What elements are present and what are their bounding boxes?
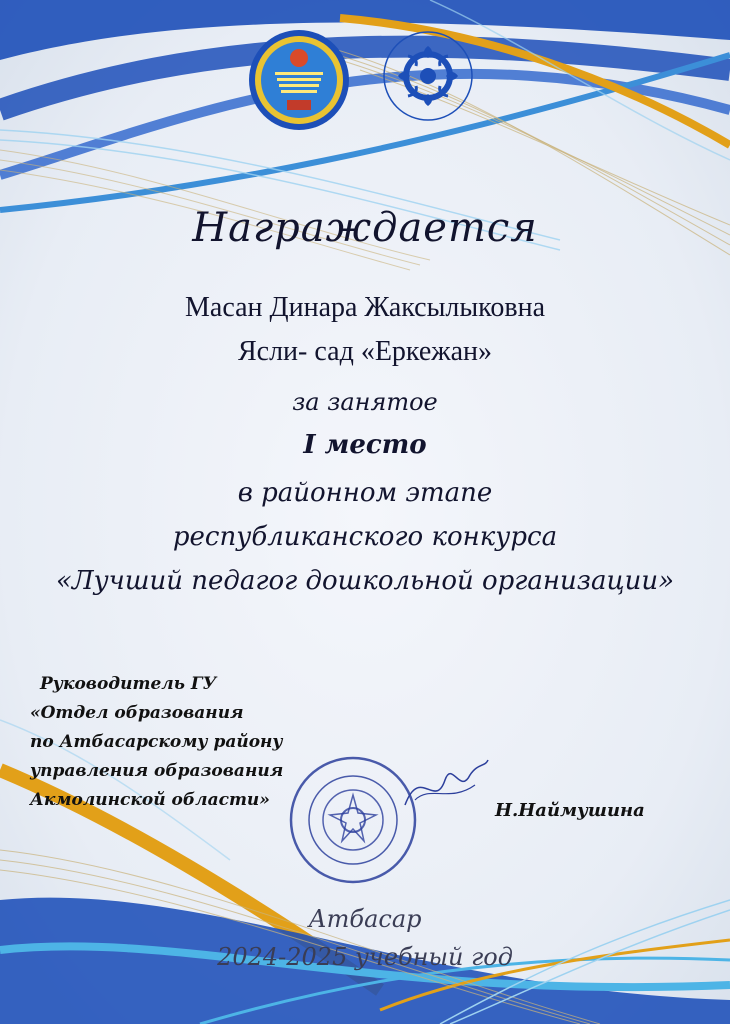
signatory-line: Руководитель ГУ [40,674,217,694]
signatory-line: Акмолинской области» [30,790,270,810]
contest-stage: в районном этапе [237,478,493,508]
recipient-name: Масан Динара Жаксылыковна [185,292,545,323]
academic-year: 2024-2025 учебный год [217,943,513,971]
unified-education-program-logo [378,26,478,134]
official-stamp [288,755,418,885]
signatory-line: управления образования [30,761,284,781]
award-place: I место [303,430,427,460]
education-department-logo [247,28,351,132]
signatory-title-block [30,670,330,815]
contest-level: республиканского конкурса [172,522,558,552]
city-name: Атбасар [308,905,422,933]
handwritten-signature [400,755,490,815]
recipient-organization: Ясли- сад «Еркежан» [237,336,493,367]
signatory-line: по Атбасарскому району [30,732,283,752]
signer-name: Н.Наймушина [495,800,645,821]
award-title: Награждается [192,205,538,251]
signatory-line: «Отдел образования [30,703,244,723]
contest-nomination: «Лучший педагог дошкольной организации» [55,566,675,596]
award-reason-prefix: за занятое [292,388,438,416]
